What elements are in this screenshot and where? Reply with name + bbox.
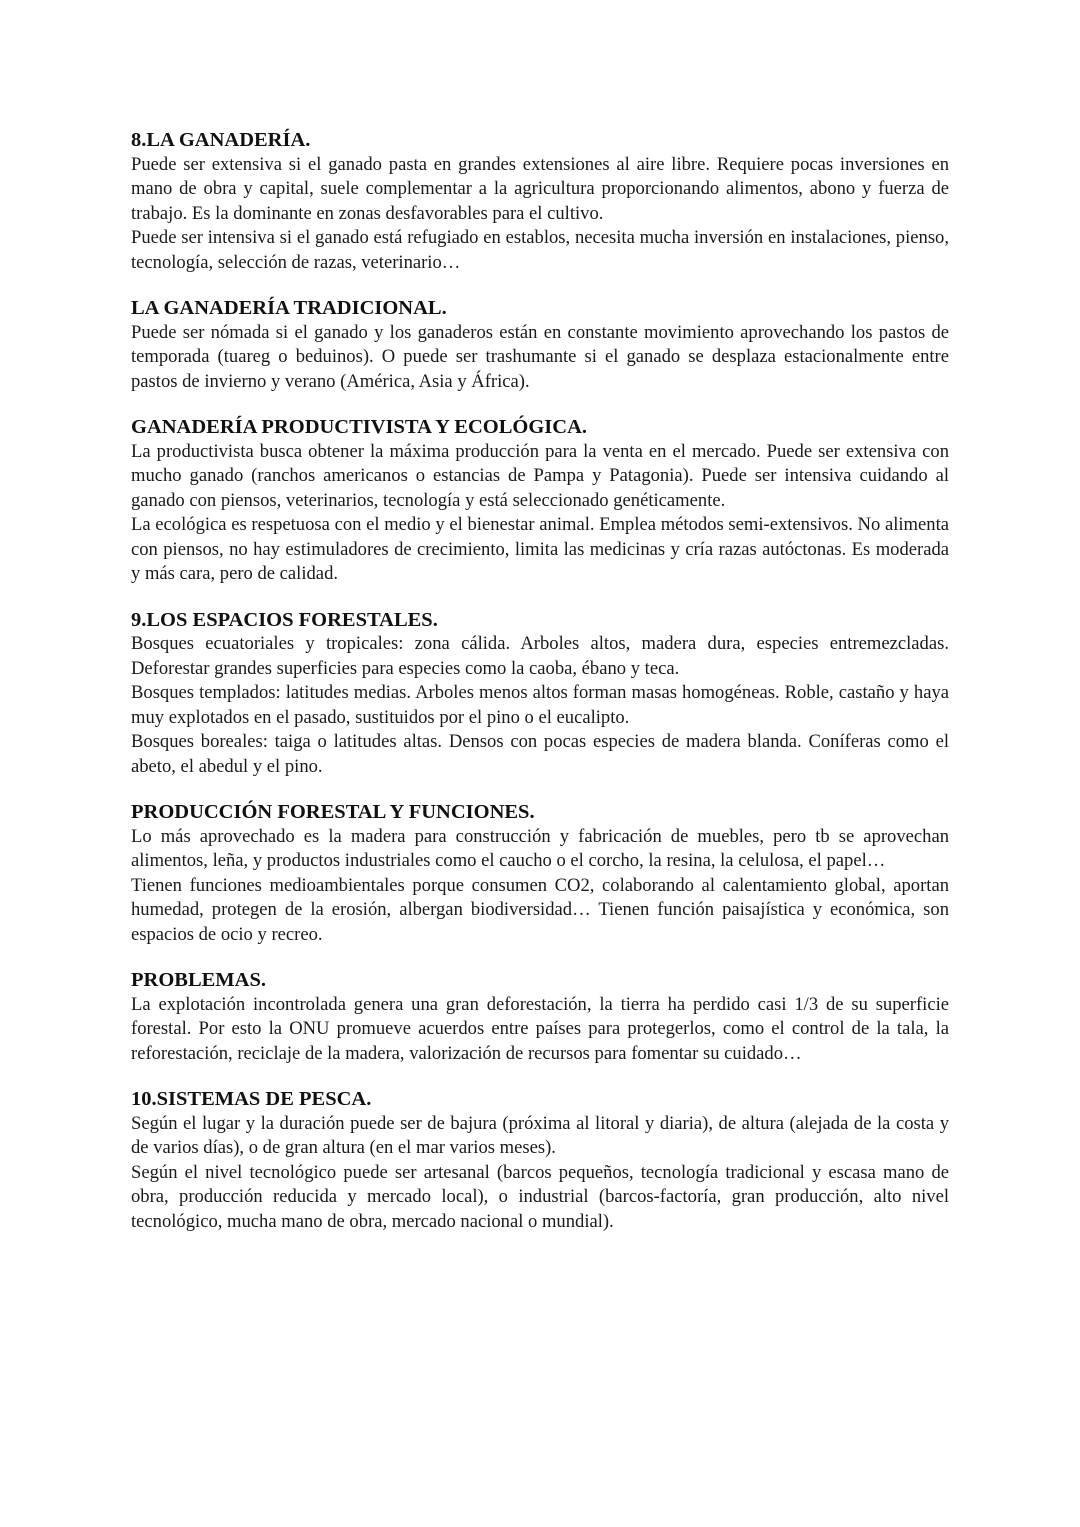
section-espacios-forestales xyxy=(131,608,949,780)
section-produccion-forestal xyxy=(131,800,949,947)
section-problemas xyxy=(131,968,949,1066)
paragraph: La productivista busca obtener la máxima producción para la venta en el mercado. Puede ser extensiva con mucho ganado (ranchos americanos o estancias de Pampa y Patagonia). Puede ser intensiva cuidando al ganado con piensos, veterinarios, tecnología y está seleccionado genéticamente. xyxy=(131,440,949,511)
section-heading: GANADERÍA PRODUCTIVISTA Y ECOLÓGICA. xyxy=(131,416,587,438)
section-heading: LA GANADERÍA TRADICIONAL. xyxy=(131,297,447,319)
paragraph: Lo más aprovechado es la madera para construcción y fabricación de muebles, pero tb se aprovechan alimentos, leña, y productos industriales como el caucho o el corcho, la resina, la celulosa, el papel… xyxy=(131,825,949,871)
section-ganaderia xyxy=(131,128,949,275)
paragraph: Según el nivel tecnológico puede ser artesanal (barcos pequeños, tecnología tradicional y escasa mano de obra, producción reducida y mercado local), o industrial (barcos-factoría, gran producción, alto nivel tecnológico, mucha mano de obra, mercado nacional o mundial). xyxy=(131,1161,949,1232)
section-heading: 8.LA GANADERÍA. xyxy=(131,129,311,151)
paragraph: Puede ser nómada si el ganado y los ganaderos están en constante movimiento aprovechando los pastos de temporada (tuareg o beduinos). O puede ser trashumante si el ganado se desplaza estacionalmente entre pastos de invierno y verano (América, Asia y África). xyxy=(131,321,949,392)
paragraph: Puede ser extensiva si el ganado pasta en grandes extensiones al aire libre. Requiere pocas inversiones en mano de obra y capital, suele complementar a la agricultura proporcionando alimentos, abono y fuerza de trabajo. Es la dominante en zonas desfavorables para el cultivo. xyxy=(131,153,949,224)
paragraph: Bosques templados: latitudes medias. Arboles menos altos forman masas homogéneas. Roble, castaño y haya muy explotados en el pasado, sustituidos por el pino o el eucalipto. xyxy=(131,682,949,728)
section-heading: 10.SISTEMAS DE PESCA. xyxy=(131,1088,372,1110)
document-page xyxy=(131,128,949,1255)
section-heading: 9.LOS ESPACIOS FORESTALES. xyxy=(131,608,438,631)
section-heading: PRODUCCIÓN FORESTAL Y FUNCIONES. xyxy=(131,801,535,823)
paragraph: La explotación incontrolada genera una gran deforestación, la tierra ha perdido casi 1/3 de su superficie forestal. Por esto la ONU promueve acuerdos entre países para protegerlos, como el control de la tala, la reforestación, reciclaje de la madera, valorización de recursos para fomentar su cuidado… xyxy=(131,993,949,1064)
paragraph: Bosques ecuatoriales y tropicales: zona cálida. Arboles altos, madera dura, especies entremezcladas. Deforestar grandes superficies para especies como la caoba, ébano y teca. xyxy=(131,633,949,679)
section-heading: PROBLEMAS. xyxy=(131,969,266,991)
paragraph: Tienen funciones medioambientales porque consumen CO2, colaborando al calentamiento global, aportan humedad, protegen de la erosión, albergan biodiversidad… Tienen función paisajística y económica, son espacios de ocio y recreo. xyxy=(131,874,949,945)
paragraph: Puede ser intensiva si el ganado está refugiado en establos, necesita mucha inversión en instalaciones, pienso, tecnología, selección de razas, veterinario… xyxy=(131,227,949,273)
section-sistemas-pesca xyxy=(131,1087,949,1234)
paragraph: Bosques boreales: taiga o latitudes altas. Densos con pocas especies de madera blanda. Coníferas como el abeto, el abedul y el pino. xyxy=(131,731,949,777)
section-ganaderia-tradicional xyxy=(131,296,949,394)
paragraph: La ecológica es respetuosa con el medio y el bienestar animal. Emplea métodos semi-extensivos. No alimenta con piensos, no hay estimuladores de crecimiento, limita las medicinas y cría razas autóctonas. Es moderada y más cara, pero de calidad. xyxy=(131,514,949,584)
paragraph: Según el lugar y la duración puede ser de bajura (próxima al litoral y diaria), de altura (alejada de la costa y de varios días), o de gran altura (en el mar varios meses). xyxy=(131,1112,949,1158)
section-ganaderia-productivista xyxy=(131,415,949,587)
